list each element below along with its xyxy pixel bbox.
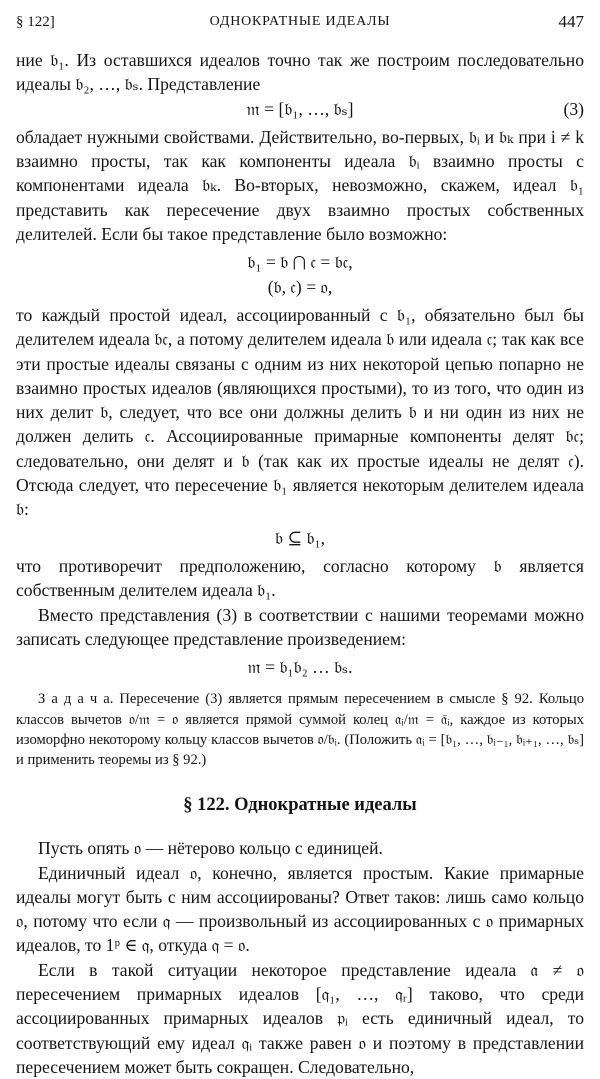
exercise-text: З а д а ч а. Пересечение (3) является прямым пересечением в смысле § 92. Кольцо классов вычетов 𝔬/𝔪 = 𝔬 является прямой суммой колец 𝔞ᵢ/𝔪 = 𝔞̄ᵢ, каждое из которых изоморфно некоторому кольцу классов вычетов 𝔬/𝔟ᵢ. (Положить 𝔞ᵢ = [𝔟₁, …, 𝔟ᵢ₋₁, 𝔟ᵢ₊₁, …, 𝔟ₛ] и применить теоремы из § 92.) xyxy=(16,691,584,769)
paragraph-4: что противоречит предположению, согласно которому 𝔟 является собственным делителем идеала 𝔟₁. xyxy=(16,555,584,601)
formula-3 xyxy=(16,97,584,121)
formula-inclusion: 𝔟 ⊆ 𝔟₁, xyxy=(274,527,326,548)
page-number: 447 xyxy=(558,12,584,31)
formula-product: 𝔪 = 𝔟₁𝔟₂ … 𝔟ₛ. xyxy=(247,657,353,678)
paragraph-7: Единичный идеал 𝔬, конечно, является простым. Какие примарные идеалы могут быть с ним ассоциированы? Ответ таков: лишь само кольцо 𝔬, потому что если 𝔮 — произвольный из ассоциированных с 𝔬 примарных идеалов, то 1ᵖ ∈ 𝔮, откуда 𝔮 = 𝔬. xyxy=(16,862,584,956)
paragraph-5: Вместо представления (3) в соответствии с нашими теоремами можно записать следующее представление произведением: xyxy=(16,604,584,649)
formula-intersection: 𝔟₁ = 𝔟 ⋂ 𝔠 = 𝔟𝔠, xyxy=(247,252,353,273)
header-section-ref: § 122] xyxy=(16,14,55,30)
page-body xyxy=(16,48,584,1079)
paragraph-2: обладает нужными свойствами. Действительно, во-первых, 𝔟ᵢ и 𝔟ₖ при i ≠ k взаимно просты, так как компоненты идеала 𝔟ᵢ взаимно просты с компонентами идеала 𝔟ₖ. Во-вторых, невозможно, скажем, идеал 𝔟₁ представить как пересечение двух взаимно простых собственных делителей. Если бы такое представление было возможно: xyxy=(16,126,584,245)
formula-coprime: (𝔟, 𝔠) = 𝔬, xyxy=(267,276,333,297)
section-heading: § 122. Однократные идеалы xyxy=(183,795,417,816)
paragraph-3: то каждый простой идеал, ассоциированный с 𝔟₁, обязательно был бы делителем идеала 𝔟𝔠, а потому делителем идеала 𝔟 или идеала 𝔠; так как все эти простые идеалы связаны с одним из них некоторой цепью попарно не взаимно простых идеалов (являющихся простыми), то из того, что один из них делит 𝔟, следует, что все они должны делить 𝔟 и ни один из них не должен делить 𝔠. Ассоциированные примарные компоненты делят 𝔟𝔠; следовательно, они делят и 𝔟 (так как их простые идеалы не делят 𝔠). Отсюда следует, что пересечение 𝔟₁ является некоторым делителем идеала 𝔟: xyxy=(16,304,584,520)
paragraph-1: ние 𝔟₁. Из оставшихся идеалов точно так же построим последовательно идеалы 𝔟₂, …, 𝔟ₛ. Представление xyxy=(16,50,584,95)
formula-3-number: (3) xyxy=(563,98,584,119)
exercise-block xyxy=(16,689,584,770)
paragraph-8: Если в такой ситуации некоторое представление идеала 𝔞 ≠ 𝔬 пересечением примарных идеалов [𝔮₁, …, 𝔮ᵣ] таково, что среди ассоциированных примарных идеалов 𝔭ᵢ есть единичный идеал, то соответствующий ему идеал 𝔮ᵢ также равен 𝔬 и поэтому в представлении пересечением может быть сокращен. Следовательно, xyxy=(16,959,584,1077)
running-header-title: ОДНОКРАТНЫЕ ИДЕАЛЫ xyxy=(209,14,391,29)
formula-3-expression: 𝔪 = [𝔟₁, …, 𝔟ₛ] xyxy=(246,98,354,119)
paragraph-6: Пусть опять 𝔬 — нётерово кольцо с единицей. xyxy=(38,838,383,859)
